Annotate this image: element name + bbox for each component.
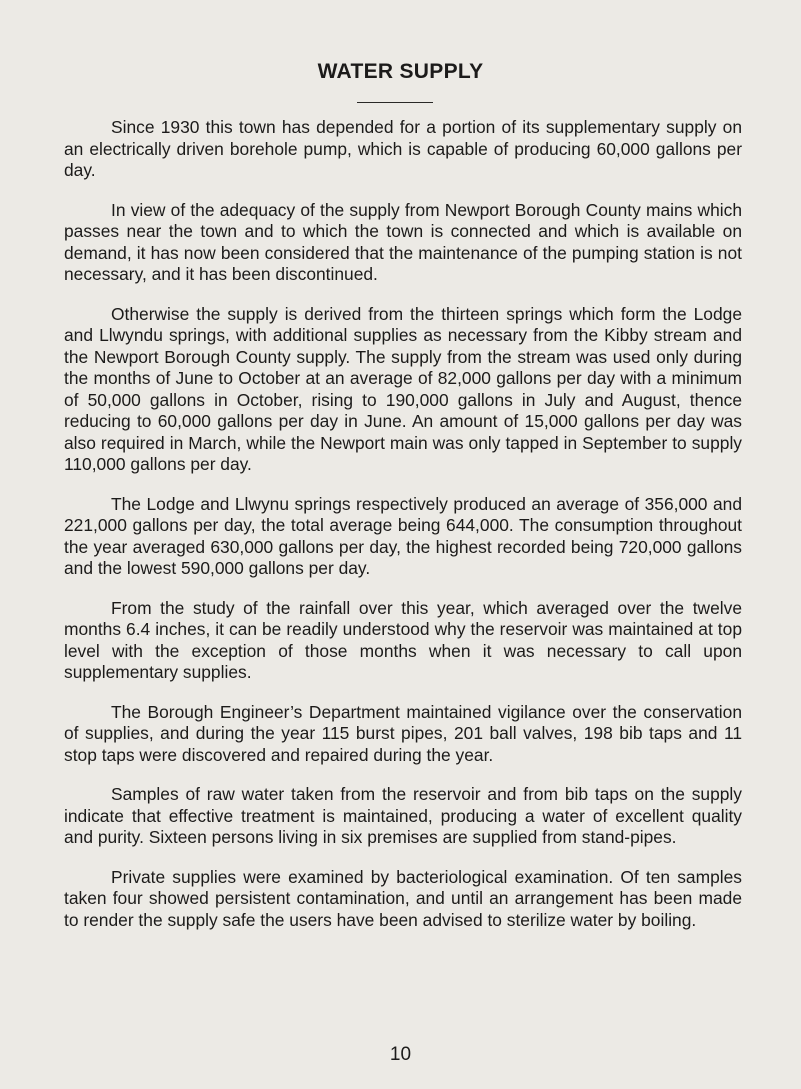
paragraph-springs-supply: Otherwise the supply is derived from the thirteen springs which form the Lodge and Llwyndu springs, with additional supplies as necessary from the Kibby stream and the Newport Borough County supply. The supply from the stream was used only during the months of June to October at an average of 82,000 gallons per day with a minimum of 50,000 gallons in October, rising to 190,000 gallons in July and August, thence reducing to 60,000 gallons per day in June. An amount of 15,000 gallons per day was also required in March, while the Newport main was only tapped in September to supply 110,000 gallons per day. xyxy=(64,303,742,474)
paragraph-pumping-station: In view of the adequacy of the supply from Newport Borough County mains which passes near the town and to which the town is connected and which is available on demand, it has now been considered that the maintenance of the pumping station is not necessary, and it has been discontinued. xyxy=(64,199,742,284)
page-number: 10 xyxy=(389,1044,412,1065)
paragraph-engineer-department: The Borough Engineer’s Department maintained vigilance over the conservation of supplies, and during the year 115 burst pipes, 201 ball valves, 198 bib taps and 11 stop taps were discovered and repaired during the year. xyxy=(64,701,742,765)
paragraph-borehole-pump: Since 1930 this town has depended for a portion of its supplementary supply on an electrically driven borehole pump, which is capable of producing 60,000 gallons per day. xyxy=(64,117,742,180)
paragraph-private-supplies: Private supplies were examined by bacteriological examination. Of ten samples taken four showed persistent contamination, and until an arrangement has been made to render the supply safe the users have been advised to sterilize water by boiling. xyxy=(64,866,742,930)
body-text xyxy=(64,117,742,949)
page-title: WATER SUPPLY xyxy=(317,60,484,83)
paragraph-consumption: The Lodge and Llwynu springs respectively produced an average of 356,000 and 221,000 gallons per day, the total average being 644,000. The consumption throughout the year averaged 630,000 gallons per day, the highest recorded being 720,000 gallons and the lowest 590,000 gallons per day. xyxy=(64,493,742,578)
title-divider xyxy=(357,102,433,103)
paragraph-rainfall: From the study of the rainfall over this year, which averaged over the twelve months 6.4 inches, it can be readily understood why the reservoir was maintained at top level with the exception of those months when it was necessary to call upon supplementary supplies. xyxy=(64,597,742,682)
paragraph-raw-water-samples: Samples of raw water taken from the reservoir and from bib taps on the supply indicate that effective treatment is maintained, producing a water of excellent quality and purity. Sixteen persons living in six premises are supplied from stand-pipes. xyxy=(64,784,742,847)
